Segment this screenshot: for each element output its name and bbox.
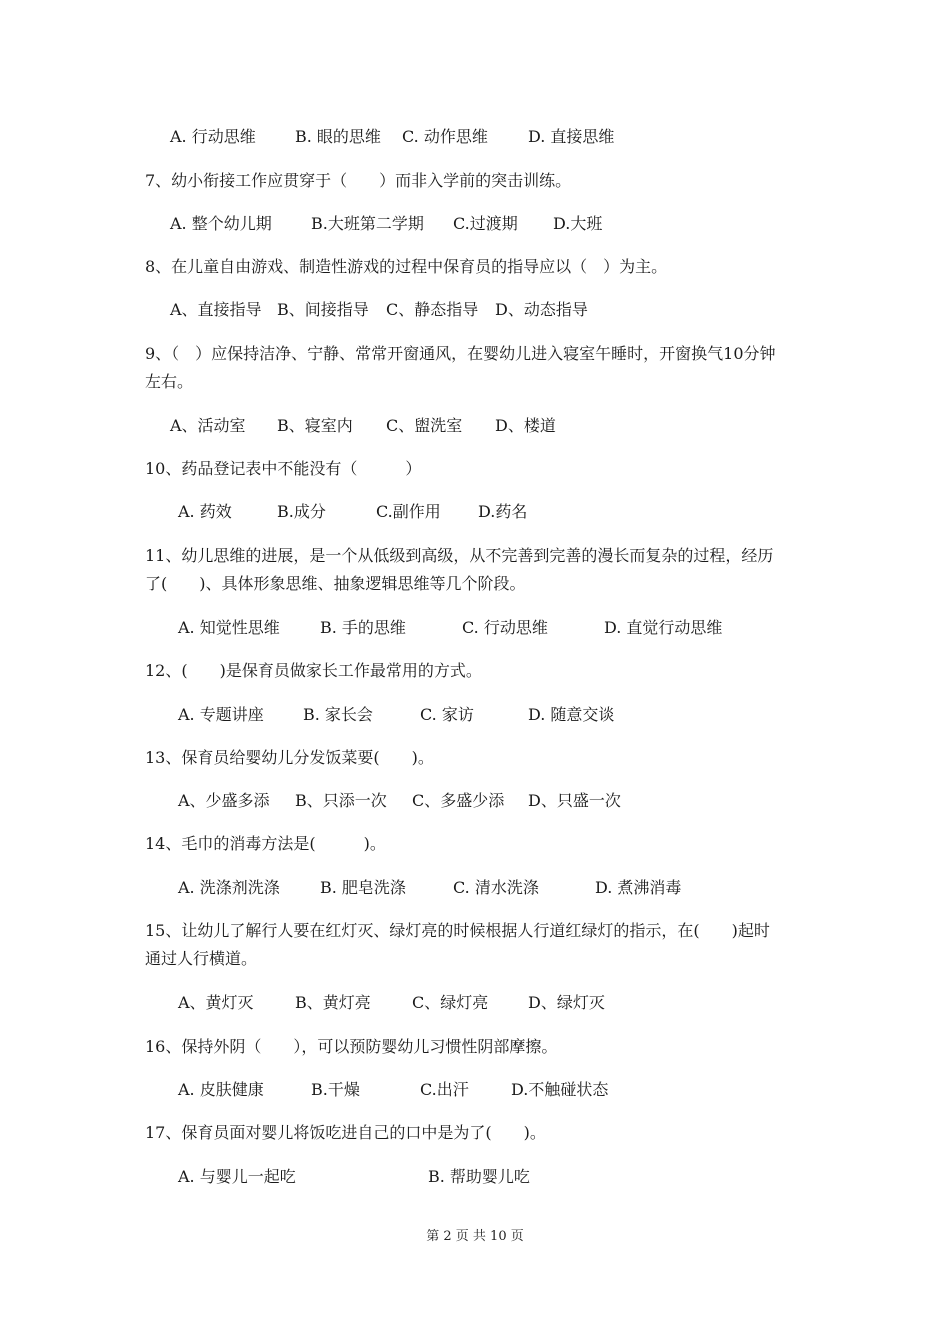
question-17-stem: 17、保育员面对婴儿将饭吃进自己的口中是为了( )。 <box>145 1123 546 1142</box>
option-c: C、多盛少添 <box>412 791 505 810</box>
option-b: B、黄灯亮 <box>295 993 371 1012</box>
option-d: D、楼道 <box>495 416 556 435</box>
option-a: A、直接指导 <box>170 300 262 319</box>
option-d: D. 煮沸消毒 <box>595 878 682 897</box>
option-c: C.过渡期 <box>453 214 518 233</box>
option-a: A. 整个幼儿期 <box>170 214 272 233</box>
option-d: D.不触碰状态 <box>511 1080 609 1099</box>
option-c: C. 行动思维 <box>462 618 548 637</box>
question-16-stem: 16、保持外阴（ ），可以预防婴幼儿习惯性阴部摩擦。 <box>145 1037 558 1056</box>
option-d: D、绿灯灭 <box>528 993 605 1012</box>
question-9-stem-cont: 左右。 <box>145 372 194 391</box>
option-c: C.副作用 <box>376 502 441 521</box>
option-a: A. 与婴儿一起吃 <box>178 1167 296 1186</box>
question-15-stem-cont: 通过人行横道。 <box>145 949 258 968</box>
option-c: C. 家访 <box>420 705 474 724</box>
option-b: B.大班第二学期 <box>311 214 424 233</box>
option-b: B. 帮助婴儿吃 <box>428 1167 530 1186</box>
question-11-stem: 11、幼儿思维的进展，是一个从低级到高级，从不完善到完善的漫长而复杂的过程，经历 <box>145 546 774 565</box>
option-b: B. 手的思维 <box>320 618 406 637</box>
option-c: C.出汗 <box>420 1080 469 1099</box>
question-13-stem: 13、保育员给婴幼儿分发饭菜要( )。 <box>145 748 434 767</box>
option-a: A、活动室 <box>170 416 246 435</box>
option-d: D. 直接思维 <box>528 127 615 146</box>
question-12-stem: 12、( )是保育员做家长工作最常用的方式。 <box>145 661 482 680</box>
option-c: C、静态指导 <box>386 300 479 319</box>
question-15-stem: 15、让幼儿了解行人要在红灯灭、绿灯亮的时候根据人行道红绿灯的指示，在( )起时 <box>145 921 770 940</box>
option-b: B. 肥皂洗涤 <box>320 878 406 897</box>
option-d: D.药名 <box>478 502 528 521</box>
question-10-stem: 10、药品登记表中不能没有（ ） <box>145 459 422 478</box>
option-d: D、只盛一次 <box>528 791 621 810</box>
option-a: A. 洗涤剂洗涤 <box>178 878 280 897</box>
question-7-stem: 7、幼小衔接工作应贯穿于（ ）而非入学前的突击训练。 <box>145 171 572 190</box>
option-b: B. 家长会 <box>303 705 373 724</box>
option-c: C. 动作思维 <box>402 127 488 146</box>
question-9-stem: 9、（ ）应保持洁净、宁静、常常开窗通风，在婴幼儿进入寝室午睡时，开窗换气10分钟 <box>145 344 776 363</box>
option-d: D. 直觉行动思维 <box>604 618 723 637</box>
option-a: A. 行动思维 <box>170 127 256 146</box>
option-b: B. 眼的思维 <box>295 127 381 146</box>
option-b: B、间接指导 <box>277 300 369 319</box>
option-c: C. 清水洗涤 <box>453 878 539 897</box>
question-11-stem-cont: 了( )、具体形象思维、抽象逻辑思维等几个阶段。 <box>145 574 526 593</box>
page-number: 第 2 页 共 10 页 <box>426 1229 524 1244</box>
option-c: C、盥洗室 <box>386 416 463 435</box>
option-a: A. 药效 <box>178 502 232 521</box>
option-d: D、动态指导 <box>495 300 588 319</box>
question-14-stem: 14、毛巾的消毒方法是( )。 <box>145 834 386 853</box>
option-a: A、少盛多添 <box>178 791 270 810</box>
question-8-stem: 8、在儿童自由游戏、制造性游戏的过程中保育员的指导应以（ ）为主。 <box>145 257 668 276</box>
option-b: B.成分 <box>277 502 326 521</box>
option-a: A. 皮肤健康 <box>178 1080 264 1099</box>
option-b: B.干燥 <box>311 1080 360 1099</box>
option-d: D. 随意交谈 <box>528 705 615 724</box>
option-c: C、绿灯亮 <box>412 993 489 1012</box>
option-d: D.大班 <box>553 214 603 233</box>
option-b: B、只添一次 <box>295 791 387 810</box>
option-a: A、黄灯灭 <box>178 993 254 1012</box>
option-a: A. 知觉性思维 <box>178 618 280 637</box>
option-a: A. 专题讲座 <box>178 705 264 724</box>
option-b: B、寝室内 <box>277 416 353 435</box>
